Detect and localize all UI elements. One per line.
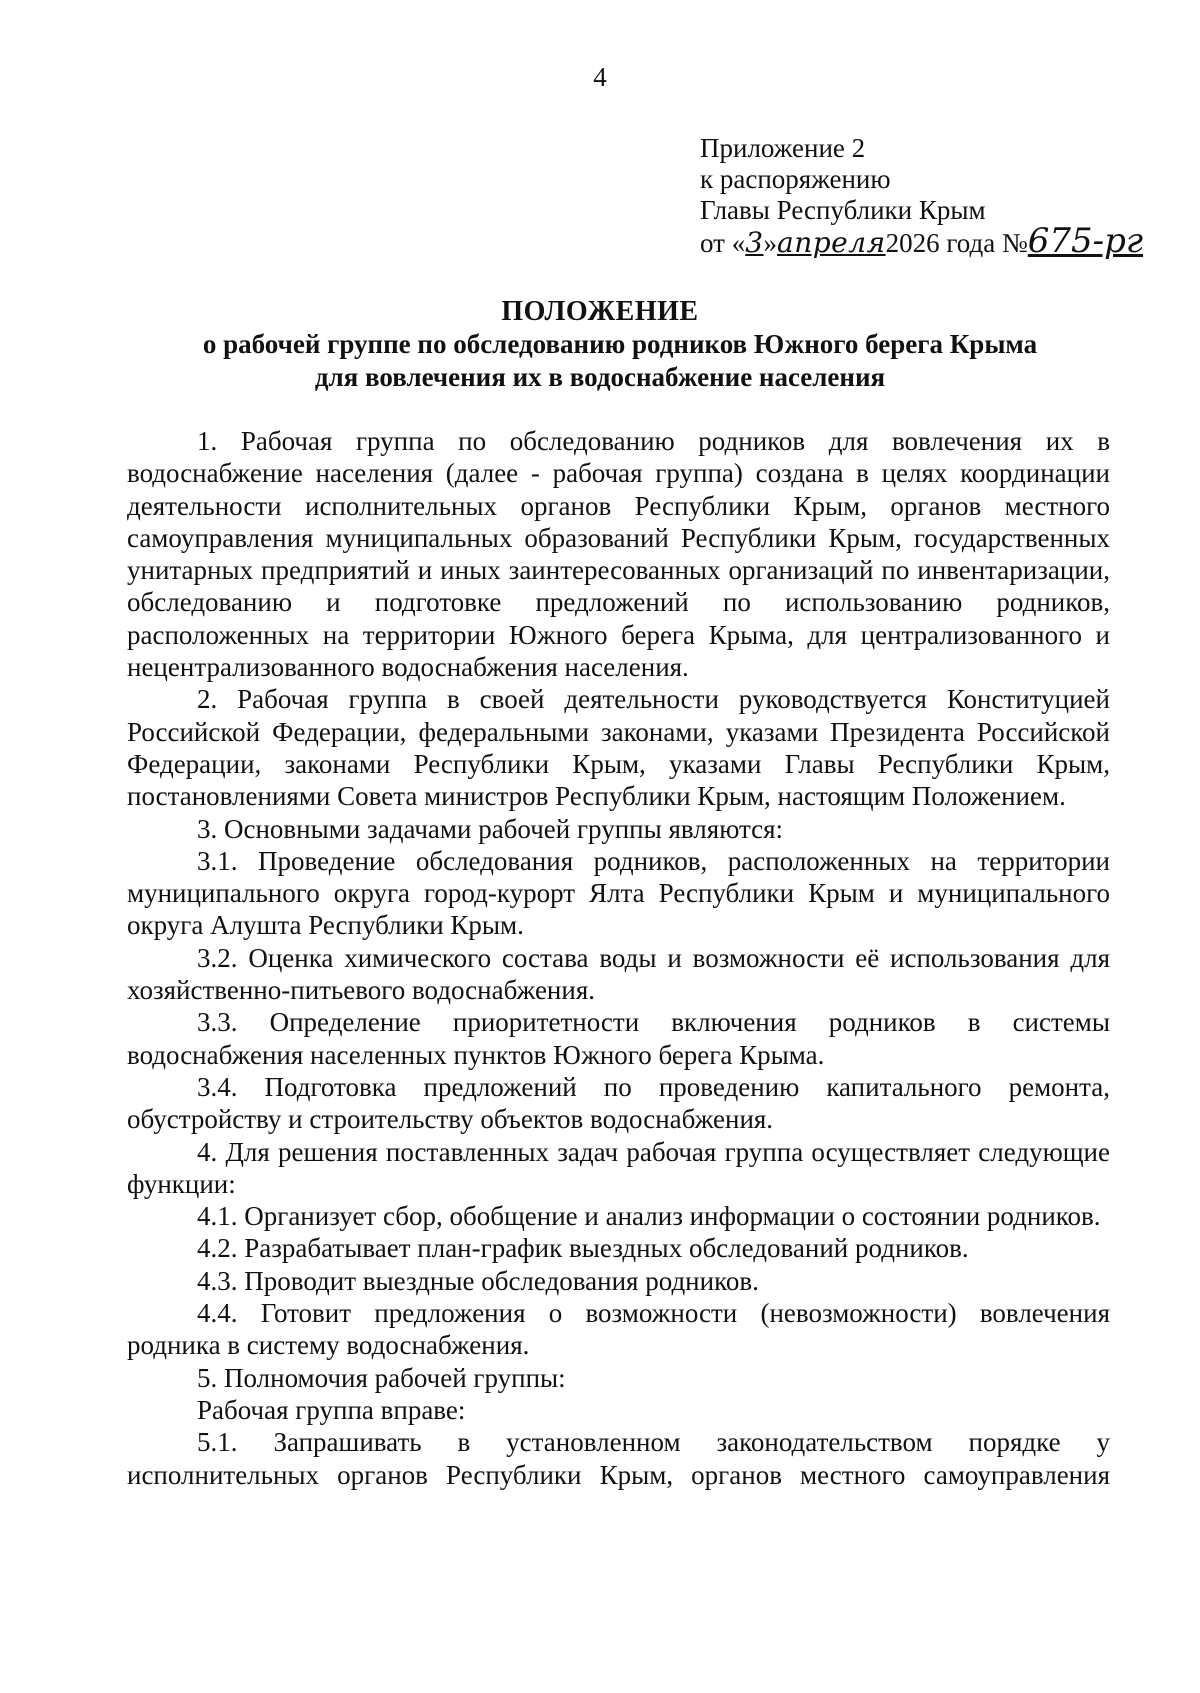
paragraph-3-4: 3.4. Подготовка предложений по проведению капитального ремонта, обустройству и строительству объектов водоснабжения. (127, 1071, 1110, 1135)
paragraph-4-3: 4.3. Проводит выездные обследования родников. (197, 1265, 759, 1296)
paragraph-4-2: 4.2. Разрабатывает план-график выездных обследований родников. (197, 1233, 969, 1264)
appendix-line-3: Главы Республики Крым (700, 195, 986, 225)
document-heading (100, 295, 1100, 394)
handwritten-month: апреля (777, 226, 886, 259)
paragraph-5: 5. Полномочия рабочей группы: (197, 1362, 566, 1393)
appendix-date-line (700, 221, 1144, 261)
paragraph-3-2: 3.2. Оценка химического состава воды и возможности её использования для хозяйственно-питьевого водоснабжения. (127, 942, 1110, 1006)
document-subtitle-line-2: для вовлечения их в водоснабжение населения (314, 362, 886, 392)
date-mid: » (763, 228, 778, 258)
document-subtitle-line-1: о рабочей группе по обследованию родников Южного берега Крыма (202, 329, 1038, 359)
paragraph-3-1: 3.1. Проведение обследования родников, расположенных на территории муниципального округа город-курорт Ялта Республики Крым и муниципального округа Алушта Республики Крым. (127, 845, 1110, 941)
appendix-line-1: Приложение 2 (700, 133, 866, 163)
handwritten-day: 3 (745, 226, 764, 259)
paragraph-4-4: 4.4. Готовит предложения о возможности (невозможности) вовлечения родника в систему водоснабжения. (127, 1298, 1110, 1361)
paragraph-4-1: 4.1. Организует сбор, обобщение и анализ информации о состоянии родников. (197, 1201, 1101, 1232)
page-number: 4 (593, 62, 607, 92)
paragraph-3: 3. Основными задачами рабочей группы являются: (197, 813, 784, 844)
handwritten-number: 675-рг (1027, 221, 1144, 261)
paragraph-1: 1. Рабочая группа по обследованию родников для вовлечения их в водоснабжение населения (далее - рабочая группа) создана в целях координации деятельности исполнительных органов Республики Крым, органов местного самоуправления муниципальных образований Республики Крым, государственных унитарных предприятий и иных заинтересованных организаций по инвентаризации, обследованию и подготовке предложений по использованию родников, расположенных на территории Южного берега Крыма, для централизованного и нецентрализованного водоснабжения населения. (127, 426, 1110, 683)
paragraph-2: 2. Рабочая группа в своей деятельности руководствуется Конституцией Российской Федерации, федеральными законами, указами Президента Российской Федерации, законами Республики Крым, указами Главы Республики Крым, постановлениями Совета министров Республики Крым, настоящим Положением. (127, 684, 1110, 812)
paragraph-5-intro: Рабочая группа вправе: (197, 1394, 466, 1425)
document-body (127, 425, 1110, 1491)
paragraph-5-1: 5.1. Запрашивать в установленном законодательством порядке у исполнительных органов Республики Крым, органов местного самоуправления (127, 1427, 1110, 1490)
appendix-block (700, 133, 1143, 259)
date-year: 2026 года № (885, 228, 1028, 258)
appendix-line-2: к распоряжению (700, 164, 891, 194)
date-prefix: от « (700, 228, 746, 258)
paragraph-4: 4. Для решения поставленных задач рабочая группа осуществляет следующие функции: (127, 1136, 1110, 1199)
paragraph-3-3: 3.3. Определение приоритетности включения родников в системы водоснабжения населенных пунктов Южного берега Крыма. (127, 1007, 1110, 1070)
document-title: ПОЛОЖЕНИЕ (501, 296, 699, 327)
